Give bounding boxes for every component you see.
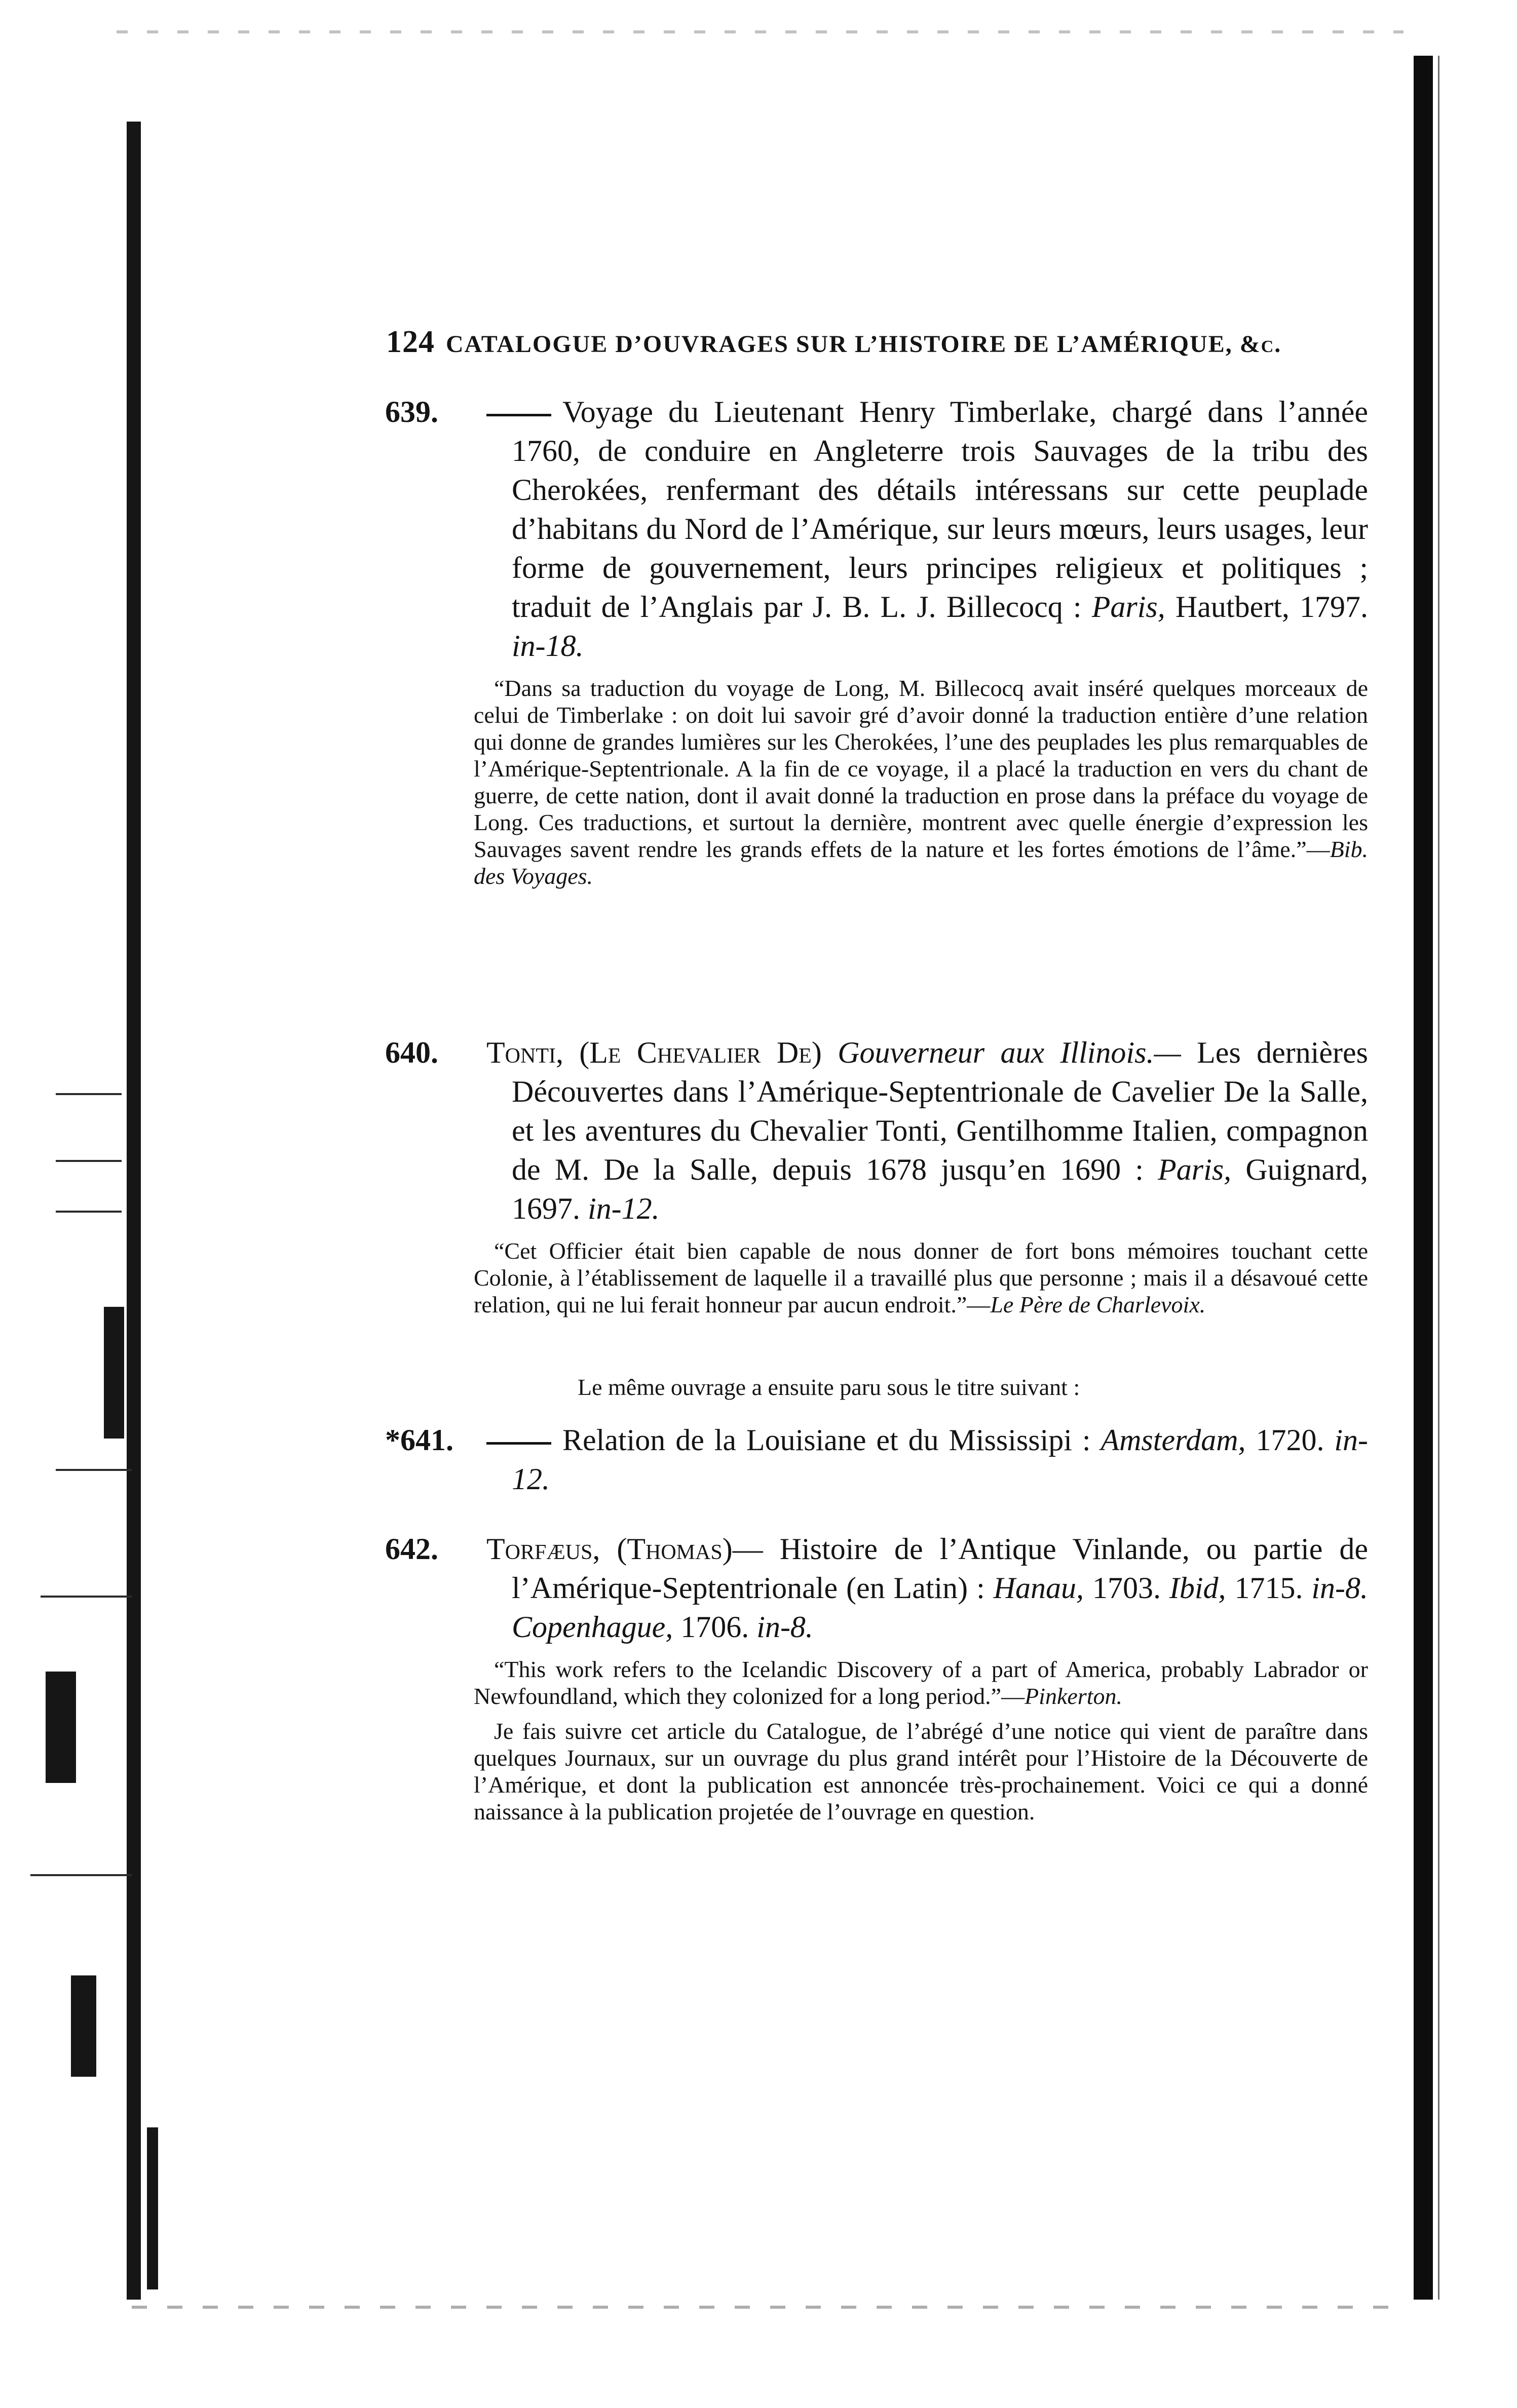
entry-format: in-12.: [512, 1423, 1369, 1496]
ditto-dash: [486, 1442, 551, 1445]
catalogue-entry-639: [385, 393, 1368, 889]
catalogue-entry-640: [385, 1033, 1368, 1318]
quotation-source: Pinkerton.: [1025, 1683, 1122, 1709]
entry-quotation: [474, 675, 1368, 889]
entry-author-title: Gouverneur aux Illinois.—: [838, 1036, 1181, 1069]
binding-gutter-left: [0, 0, 213, 2408]
quotation-text: “Dans sa traduction du voyage de Long, M. Billecocq avait inséré quelques morceaux de celui de Timberlake : on doit lui savoir gré d’avoir donné la traduction entière d’une relation qui donne de grandes lumières sur les Cherokées, l’une des peuplades les plus remarquables de l’Amérique-Septentrionale. A la fin de ce voyage, il a placé la traduction en vers du chant de guerre, de cette nation, dont il avait donné la traduction en prose dans la préface du voyage de Long. Ces traductions, et surtout la dernière, montrent avec quelle énergie d’expression les Sauvages savent rendre les grands effets de la nature et les fortes émotions de l’âme.”—: [474, 675, 1368, 862]
entry-number: *641.: [385, 1423, 453, 1457]
entry-ibid-year: 1715.: [1234, 1571, 1303, 1605]
running-header: [386, 324, 1369, 370]
catalogue-entry-642: [385, 1530, 1368, 1825]
entry-publisher: Hautbert, 1797.: [1175, 590, 1369, 624]
entry-number: 639.: [385, 395, 438, 429]
quotation-source: Bib. des Voyages.: [474, 836, 1368, 889]
entry-quotation: [474, 1237, 1368, 1318]
binding-shadow-right: [1414, 56, 1433, 2300]
scan-edge-top: [117, 30, 1404, 33]
entry-publisher: 1720.: [1256, 1423, 1324, 1457]
running-title: CATALOGUE D’OUVRAGES SUR L’HISTOIRE DE L’AMÉRIQUE, &c.: [446, 331, 1282, 358]
binding-line-right: [1438, 56, 1439, 2300]
catalogue-entry-641: [385, 1421, 1368, 1499]
entry-quotation: [474, 1656, 1368, 1710]
entry-publisher: 1703.: [1092, 1571, 1161, 1605]
editor-note: Je fais suivre cet article du Catalogue, de l’abrégé d’une notice qui vient de paraître dans quelques Journaux, sur un ouvrage du plus grand intérêt pour l’Histoire de la Découverte de l’Amérique, et dont la publication est annoncée très-prochainement. Voici ce qui a donné naissance à la publication projetée de l’ouvrage en question.: [474, 1718, 1368, 1824]
entry-place: Amsterdam,: [1101, 1423, 1246, 1457]
scan-edge-bottom: [132, 2306, 1409, 2309]
ditto-dash: [486, 414, 551, 416]
entry-title: Relation de la Louisiane et du Mississipi :: [562, 1423, 1091, 1457]
entry-place: Paris,: [1091, 590, 1165, 624]
entry-number: 642.: [385, 1532, 438, 1566]
entry-place: Paris,: [1158, 1153, 1232, 1186]
connector-note: Le même ouvrage a ensuite paru sous le titre suivant :: [578, 1374, 1080, 1400]
entry-place-2: Copenhague,: [512, 1610, 673, 1644]
quotation-source: Le Père de Charlevoix.: [990, 1292, 1206, 1317]
entry-format: in-8.: [1311, 1571, 1369, 1605]
entry-heading: [385, 1033, 1368, 1228]
entry-year-2: 1706.: [680, 1610, 749, 1644]
entry-author: Tonti, (Le Chevalier De): [486, 1036, 822, 1069]
entry-title: Histoire de l’Antique Vinlande, ou partie de l’Amérique-Septentrionale (en Latin) :: [512, 1532, 1369, 1605]
page-number: 124: [386, 325, 435, 359]
entry-publisher: Guignard, 1697.: [512, 1153, 1369, 1225]
entry-heading: [385, 393, 1368, 666]
entry-place: Hanau,: [993, 1571, 1084, 1605]
entry-format: in-12.: [588, 1192, 660, 1225]
entry-ibid: Ibid,: [1169, 1571, 1226, 1605]
entry-number: 640.: [385, 1036, 438, 1069]
entry-format-2: in-8.: [756, 1610, 813, 1644]
entry-author: Torfæus, (Thomas)—: [486, 1532, 763, 1566]
entry-format: in-18.: [512, 629, 584, 663]
entry-heading: [385, 1530, 1368, 1647]
quotation-text: “Cet Officier était bien capable de nous donner de fort bons mémoires touchant cette Colonie, à l’établissement de laquelle il a travaillé plus que personne ; mais il a désavoué cette relation, qui ne lui ferait honneur par aucun endroit.”—: [474, 1238, 1368, 1317]
entry-title: Les dernières Découvertes dans l’Amérique-Septentrionale de Cavelier De la Salle, et les aventures du Chevalier Tonti, Gentilhomme Italien, compagnon de M. De la Salle, depuis 1678 jusqu’en 1690 :: [512, 1036, 1369, 1186]
entry-title: Voyage du Lieutenant Henry Timberlake, chargé dans l’année 1760, de conduire en Angleterre trois Sauvages de la tribu des Cherokées, renfermant des détails intéressans sur cette peuplade d’habitans du Nord de l’Amérique, sur leurs mœurs, leurs usages, leur forme de gouvernement, leurs principes religieux et politiques ; traduit de l’Anglais par J. B. L. J. Billecocq :: [512, 395, 1368, 624]
entry-heading: [385, 1421, 1368, 1499]
quotation-text: “This work refers to the Icelandic Discovery of a part of America, probably Labrador or Newfoundland, which they colonized for a long period.”—: [474, 1656, 1368, 1709]
